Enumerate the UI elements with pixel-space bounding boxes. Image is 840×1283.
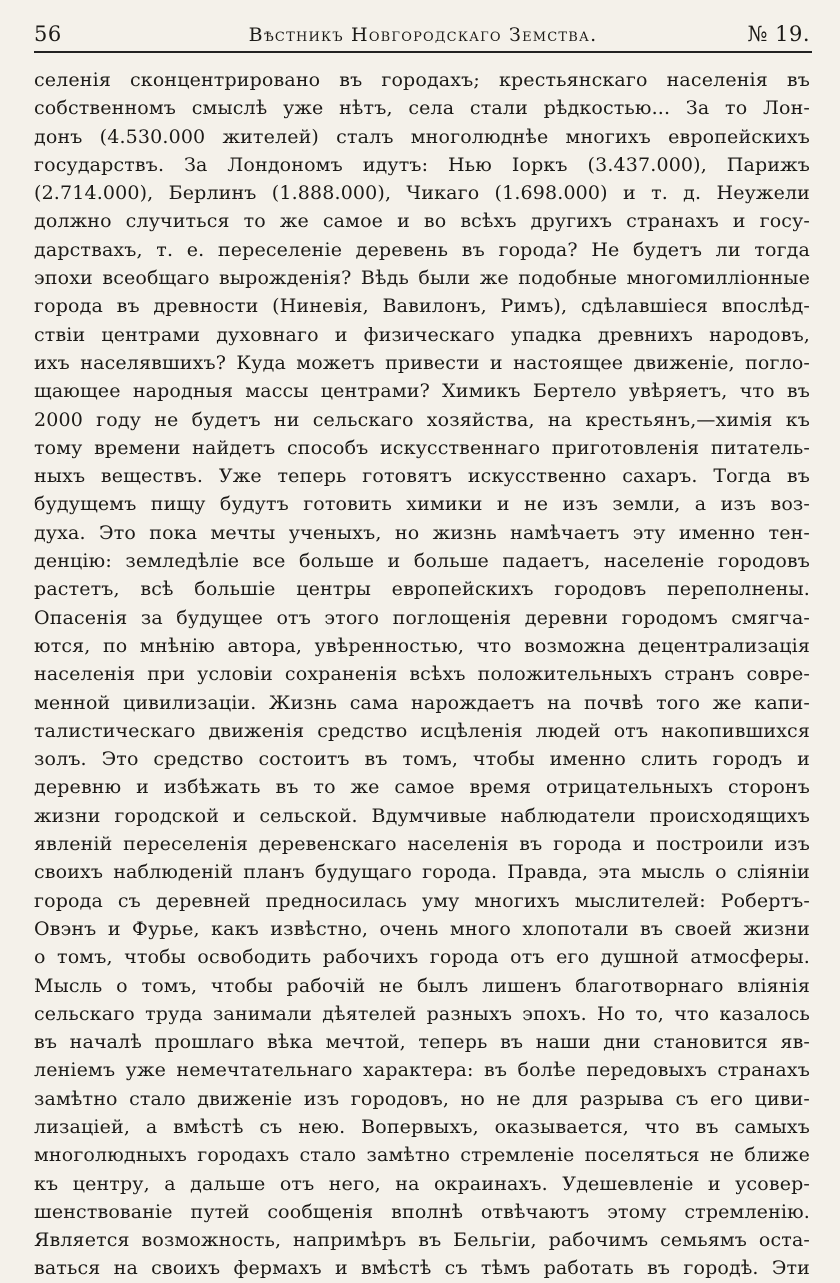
text-line: ихъ населявшихъ? Куда можетъ привести и настоящее движеніе, погло- — [34, 351, 810, 374]
text-line: города съ деревней предносилась уму многихъ мыслителей: Робертъ- — [34, 889, 810, 912]
text-line: Овэнъ и Фурье, какъ извѣстно, очень много хлопотали въ своей жизни — [34, 917, 810, 940]
page-header — [34, 18, 812, 50]
text-line: многолюдныхъ городахъ стало замѣтно стремленіе поселяться не ближе — [34, 1144, 810, 1167]
text-line: должно случиться то же самое и во всѣхъ другихъ странахъ и госу- — [34, 210, 810, 233]
text-line: деревню и избѣжать въ то же самое время отрицательныхъ сторонъ — [34, 776, 810, 799]
text-line: государствъ. За Лондономъ идутъ: Нью Іоркъ (3.437.000), Парижъ — [34, 153, 810, 176]
text-line: собственномъ смыслѣ уже нѣтъ, села стали рѣдкостью... За то Лон- — [34, 97, 810, 120]
header-rule — [34, 51, 812, 53]
text-line: своихъ наблюденій планъ будущаго города. Правда, эта мысль о сліяніи — [34, 861, 810, 884]
text-line: золъ. Это средство состоитъ въ томъ, чтобы именно слить городъ и — [34, 748, 810, 771]
text-line: денцію: земледѣліе все больше и больше падаетъ, населеніе городовъ — [34, 550, 810, 573]
text-line: талистическаго движенія средство исцѣленія людей отъ накопившихся — [34, 719, 810, 742]
text-line: лизаціей, а вмѣстѣ съ нею. Вопервыхъ, оказывается, что въ самыхъ — [34, 1115, 810, 1138]
text-line: города въ древности (Ниневія, Вавилонъ, Римъ), сдѣлавшіеся впослѣд- — [34, 295, 810, 318]
text-line: ваться на своихъ фермахъ и вмѣстѣ съ тѣмъ работать въ городѣ. Эти — [34, 1257, 810, 1280]
text-line: духа. Это пока мечты ученыхъ, но жизнь намѣчаетъ эту именно тен- — [34, 521, 810, 544]
text-line: населенія при условіи сохраненія всѣхъ положительныхъ странъ совре- — [34, 663, 810, 686]
issue-number: № 19. — [747, 22, 810, 46]
text-line: эпохи всеобщаго вырожденія? Вѣдь были же подобные многомилліонные — [34, 267, 810, 290]
text-line: замѣтно стало движеніе изъ городовъ, но не для разрыва съ его циви- — [34, 1087, 810, 1110]
text-line: ныхъ веществъ. Уже теперь готовятъ искусственно сахаръ. Тогда въ — [34, 465, 810, 488]
text-line: шенствованіе путей сообщенія вполнѣ отвѣчаютъ этому стремленію. — [34, 1200, 810, 1223]
text-line: менной цивилизаціи. Жизнь сама нарождаетъ на почвѣ того же капи- — [34, 691, 810, 714]
text-line: Является возможность, напримѣръ въ Бельгіи, рабочимъ семьямъ оста- — [34, 1229, 810, 1252]
page-number: 56 — [34, 22, 62, 46]
text-line: о томъ, чтобы освободить рабочихъ города отъ его душной атмосферы. — [34, 946, 810, 969]
text-line: явленій переселенія деревенскаго населенія въ города и построили изъ — [34, 833, 810, 856]
text-line: ствіи центрами духовнаго и физическаго упадка древнихъ народовъ, — [34, 323, 810, 346]
text-line: будущемъ пищу будутъ готовить химики и не изъ земли, а изъ воз- — [34, 493, 810, 516]
text-line: леніемъ уже немечтательнаго характера: въ болѣе передовыхъ странахъ — [34, 1059, 810, 1082]
text-line: сельскаго труда занимали дѣятелей разныхъ эпохъ. Но то, что казалось — [34, 1002, 810, 1025]
text-line: донъ (4.530.000 жителей) сталъ многолюднѣе многихъ европейскихъ — [34, 125, 810, 148]
text-line: 2000 году не будетъ ни сельскаго хозяйства, на крестьянъ,—химія къ — [34, 408, 810, 431]
text-line: дарствахъ, т. е. переселеніе деревень въ города? Не будетъ ли тогда — [34, 238, 810, 261]
text-line: тому времени найдетъ способъ искусственнаго приготовленія питатель- — [34, 436, 810, 459]
text-line: щающее народныя массы центрами? Химикъ Бертело увѣряетъ, что въ — [34, 380, 810, 403]
text-line: жизни городской и сельской. Вдумчивые наблюдатели происходящихъ — [34, 804, 810, 827]
text-line: Опасенія за будущее отъ этого поглощенія деревни городомъ смягча- — [34, 606, 810, 629]
text-line: (2.714.000), Берлинъ (1.888.000), Чикаго (1.698.000) и т. д. Неужели — [34, 182, 810, 205]
text-line: къ центру, а дальше отъ него, на окраинахъ. Удешевленіе и усовер- — [34, 1172, 810, 1195]
text-line: въ началѣ прошлаго вѣка мечтой, теперь въ наши дни становится яв- — [34, 1031, 810, 1054]
text-line: растетъ, всѣ большіе центры европейскихъ городовъ переполнены. — [34, 578, 810, 601]
running-title: Вѣстникъ Новгородскаго Земства. — [248, 24, 598, 46]
text-line: селенія сконцентрировано въ городахъ; крестьянскаго населенія въ — [34, 69, 810, 91]
text-line: Мысль о томъ, чтобы рабочій не былъ лишенъ благотворнаго вліянія — [34, 974, 810, 997]
body-text — [34, 66, 810, 1283]
text-line: ются, по мнѣнію автора, увѣренностью, что возможна децентрализація — [34, 634, 810, 657]
